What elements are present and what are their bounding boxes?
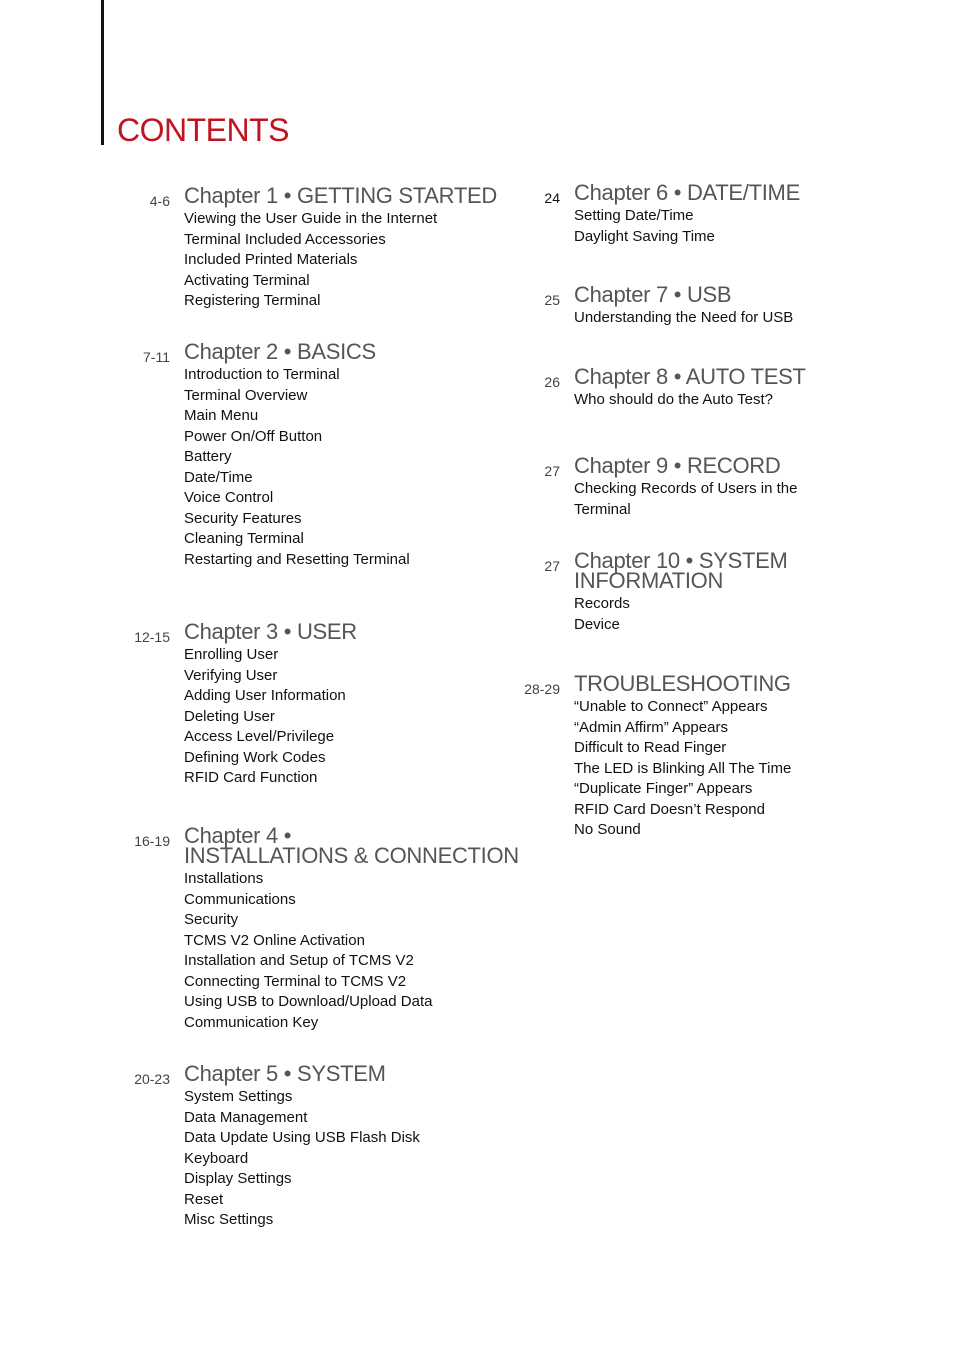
toc-item[interactable]: Using USB to Download/Upload Data — [184, 993, 433, 1010]
toc-item[interactable]: Battery — [184, 448, 232, 465]
toc-item[interactable]: Data Management — [184, 1108, 308, 1126]
page-title: CONTENTS — [117, 112, 289, 148]
chapter-heading[interactable]: Chapter 2 • BASICS — [184, 339, 376, 364]
toc-item[interactable]: Terminal Included Accessories — [184, 230, 386, 248]
toc-item[interactable]: Power On/Off Button — [184, 427, 323, 445]
toc-item[interactable]: Adding User Information — [184, 687, 346, 704]
toc-item[interactable]: Access Level/Privilege — [184, 728, 335, 745]
toc-item[interactable]: Communication Key — [184, 1013, 319, 1031]
toc-section-chapter-10 — [544, 548, 788, 635]
toc-item[interactable]: Keyboard — [184, 1149, 249, 1167]
chapter-heading[interactable]: Chapter 6 • DATE/TIME — [574, 180, 800, 205]
toc-section-chapter-9 — [544, 453, 798, 520]
chapter-heading-line-2: INFORMATION — [574, 568, 724, 593]
toc-section-chapter-2 — [143, 339, 410, 570]
toc-item[interactable]: Installation and Setup of TCMS V2 — [184, 952, 414, 969]
toc-item[interactable]: Voice Control — [184, 489, 274, 506]
toc-item[interactable]: Viewing the User Guide in the Internet — [184, 210, 438, 227]
toc-item[interactable]: Data Update Using USB Flash Disk — [184, 1129, 420, 1146]
toc-item[interactable]: Communications — [184, 890, 296, 908]
toc-item[interactable]: Reset — [184, 1190, 224, 1208]
chapter-heading[interactable] — [184, 824, 519, 866]
chapter-heading[interactable]: Chapter 9 • RECORD — [574, 453, 781, 478]
page-ref: 7-11 — [143, 349, 170, 365]
toc-section-chapter-5 — [134, 1061, 420, 1231]
chapter-heading[interactable]: Chapter 8 • AUTO TEST — [574, 364, 806, 389]
chapter-heading[interactable]: Chapter 3 • USER — [184, 619, 357, 644]
toc-item[interactable]: Introduction to Terminal — [184, 366, 340, 383]
toc-item[interactable]: TCMS V2 Online Activation — [184, 931, 365, 949]
toc-item[interactable]: Checking Records of Users in the — [574, 480, 798, 497]
toc-item[interactable]: Terminal Overview — [184, 386, 308, 404]
toc-item[interactable]: RFID Card Doesn’t Respond — [574, 800, 765, 818]
toc-item[interactable]: Records — [574, 595, 630, 612]
toc-item[interactable]: Deleting User — [184, 707, 275, 725]
page-ref: 4-6 — [149, 193, 170, 209]
page-ref: 27 — [544, 558, 560, 574]
toc-item[interactable]: Connecting Terminal to TCMS V2 — [184, 972, 407, 990]
chapter-heading[interactable]: Chapter 5 • SYSTEM — [184, 1061, 386, 1086]
toc-item[interactable]: Included Printed Materials — [184, 251, 358, 268]
toc-section-chapter-1 — [149, 183, 497, 312]
toc-item[interactable]: No Sound — [574, 821, 641, 838]
toc-item[interactable]: Installations — [184, 870, 264, 887]
toc-item[interactable]: Enrolling User — [184, 646, 279, 663]
toc-item[interactable]: Defining Work Codes — [184, 748, 326, 766]
toc-item[interactable]: Cleaning Terminal — [184, 530, 304, 547]
toc-item[interactable]: Understanding the Need for USB — [574, 309, 794, 326]
chapter-heading[interactable]: Chapter 7 • USB — [574, 282, 732, 307]
toc-section-troubleshooting — [524, 671, 792, 841]
toc-item[interactable]: Display Settings — [184, 1170, 292, 1187]
chapter-heading-line-2: INSTALLATIONS & CONNECTION — [184, 843, 519, 868]
chapter-heading[interactable] — [574, 549, 788, 591]
toc-item[interactable]: Date/Time — [184, 468, 253, 486]
page-ref: 25 — [544, 292, 560, 308]
toc-item[interactable]: “Unable to Connect” Appears — [574, 698, 768, 715]
toc-item[interactable]: RFID Card Function — [184, 769, 318, 786]
toc-item[interactable]: The LED is Blinking All The Time — [574, 759, 792, 777]
page-ref: 20-23 — [134, 1071, 170, 1087]
page-ref: 26 — [544, 374, 560, 390]
toc-item[interactable]: Restarting and Resetting Terminal — [184, 550, 410, 568]
page-ref: 12-15 — [134, 629, 170, 645]
toc-item[interactable]: System Settings — [184, 1088, 293, 1105]
toc-item[interactable]: Security Features — [184, 509, 302, 527]
toc-item[interactable]: Security — [184, 911, 239, 928]
toc-item[interactable]: Difficult to Read Finger — [574, 739, 727, 756]
chapter-heading[interactable]: Chapter 1 • GETTING STARTED — [184, 183, 497, 208]
toc-item[interactable]: Device — [574, 615, 620, 633]
toc-section-chapter-6 — [544, 180, 800, 247]
toc-item[interactable]: Main Menu — [184, 407, 259, 424]
chapter-heading-line-1: Chapter 4 • — [184, 823, 292, 848]
toc-item[interactable]: Misc Settings — [184, 1211, 274, 1228]
toc-item[interactable]: Daylight Saving Time — [574, 227, 715, 245]
toc-item[interactable]: “Admin Affirm” Appears — [574, 718, 728, 736]
toc-section-chapter-3 — [134, 619, 357, 789]
toc-item[interactable]: Terminal — [574, 500, 631, 518]
page-rule — [101, 0, 104, 145]
page-ref: 16-19 — [134, 833, 170, 849]
toc-item[interactable]: Verifying User — [184, 666, 278, 684]
toc-item[interactable]: Setting Date/Time — [574, 207, 694, 224]
toc-item[interactable]: Activating Terminal — [184, 271, 310, 289]
toc-item[interactable]: “Duplicate Finger” Appears — [574, 780, 753, 797]
toc-item[interactable]: Who should do the Auto Test? — [574, 391, 774, 408]
toc-section-chapter-8 — [544, 364, 806, 411]
chapter-heading[interactable]: TROUBLESHOOTING — [574, 671, 791, 696]
chapter-heading-line-1: Chapter 10 • SYSTEM — [574, 548, 788, 573]
page-ref: 27 — [544, 463, 560, 479]
page-ref: 24 — [544, 190, 560, 206]
toc-section-chapter-4 — [134, 823, 519, 1033]
toc-item[interactable]: Registering Terminal — [184, 292, 321, 309]
page-ref: 28-29 — [524, 681, 560, 697]
toc-section-chapter-7 — [544, 282, 794, 329]
